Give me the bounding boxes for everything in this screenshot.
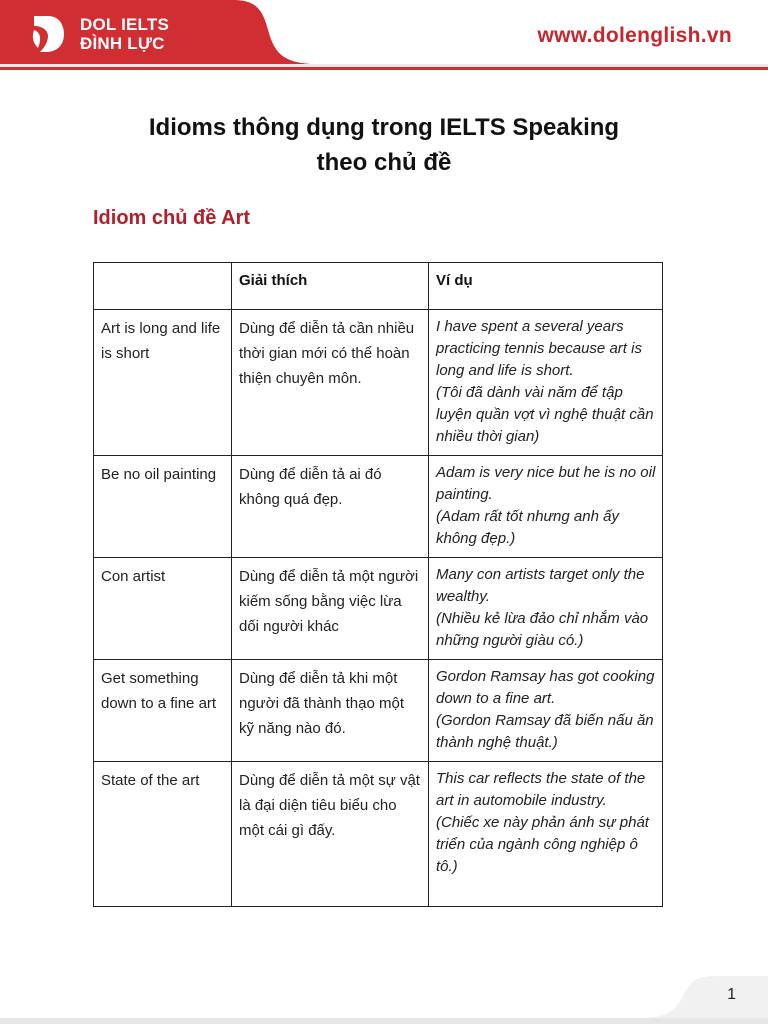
idiom-cell: Con artist xyxy=(94,558,232,660)
meaning-cell: Dùng để diễn tả cần nhiều thời gian mới có thể hoàn thiện chuyên môn. xyxy=(232,310,429,456)
example-translation: (Chiếc xe này phản ánh sự phát triển của ngành công nghiệp ô tô.) xyxy=(436,814,649,875)
example-cell xyxy=(429,762,663,907)
website-link[interactable]: www.dolenglish.vn xyxy=(537,24,732,47)
page-title xyxy=(0,110,768,180)
example-sentence: I have spent a several years practicing tennis because art is long and life is short. xyxy=(436,318,642,379)
title-line-2: theo chủ đề xyxy=(316,149,452,176)
brand-line-2: ĐÌNH LỰC xyxy=(80,34,165,53)
table-header-row xyxy=(94,263,663,310)
table-row xyxy=(94,762,663,907)
table-row xyxy=(94,660,663,762)
example-translation: (Tôi đã dành vài năm để tập luyện quần vợt vì nghệ thuật cần nhiều thời gian) xyxy=(436,384,654,445)
idiom-cell: Get something down to a fine art xyxy=(94,660,232,762)
example-cell xyxy=(429,558,663,660)
table-row xyxy=(94,558,663,660)
example-cell xyxy=(429,310,663,456)
example-sentence: This car reflects the state of the art in automobile industry. xyxy=(436,770,646,809)
footer-band xyxy=(0,960,768,1024)
meaning-cell: Dùng để diễn tả ai đó không quá đẹp. xyxy=(232,456,429,558)
idiom-cell: State of the art xyxy=(94,762,232,907)
idiom-cell: Be no oil painting xyxy=(94,456,232,558)
example-translation: (Nhiều kẻ lừa đảo chỉ nhắm vào những người giàu có.) xyxy=(436,610,649,649)
section-heading: Idiom chủ đề Art xyxy=(93,207,251,229)
meaning-cell: Dùng để diễn tả một người kiếm sống bằng việc lừa dối người khác xyxy=(232,558,429,660)
header-cell-meaning: Giải thích xyxy=(232,263,429,310)
brand-line-1: DOL IELTS xyxy=(80,15,170,34)
meaning-cell: Dùng để diễn tả một sự vật là đại diện tiêu biểu cho một cái gì đấy. xyxy=(232,762,429,907)
example-sentence: Adam is very nice but he is no oil painting. xyxy=(436,464,656,503)
example-translation: (Gordon Ramsay đã biến nấu ăn thành nghệ thuật.) xyxy=(436,712,654,751)
header-cell-example: Ví dụ xyxy=(429,263,663,310)
idiom-cell: Art is long and life is short xyxy=(94,310,232,456)
example-translation: (Adam rất tốt nhưng anh ấy không đẹp.) xyxy=(436,508,619,547)
dol-logo-icon xyxy=(30,12,66,56)
meaning-cell: Dùng để diễn tả khi một người đã thành thạo một kỹ năng nào đó. xyxy=(232,660,429,762)
table-row xyxy=(94,456,663,558)
page-header xyxy=(0,0,768,70)
brand-name xyxy=(80,15,169,53)
idioms-table xyxy=(93,262,663,907)
example-sentence: Gordon Ramsay has got cooking down to a fine art. xyxy=(436,668,655,707)
table-row xyxy=(94,310,663,456)
example-cell xyxy=(429,660,663,762)
header-cell-idiom xyxy=(94,263,232,310)
title-line-1: Idioms thông dụng trong IELTS Speaking xyxy=(148,114,620,141)
page-number: 1 xyxy=(727,986,736,1003)
example-cell xyxy=(429,456,663,558)
example-sentence: Many con artists target only the wealthy. xyxy=(436,566,645,605)
